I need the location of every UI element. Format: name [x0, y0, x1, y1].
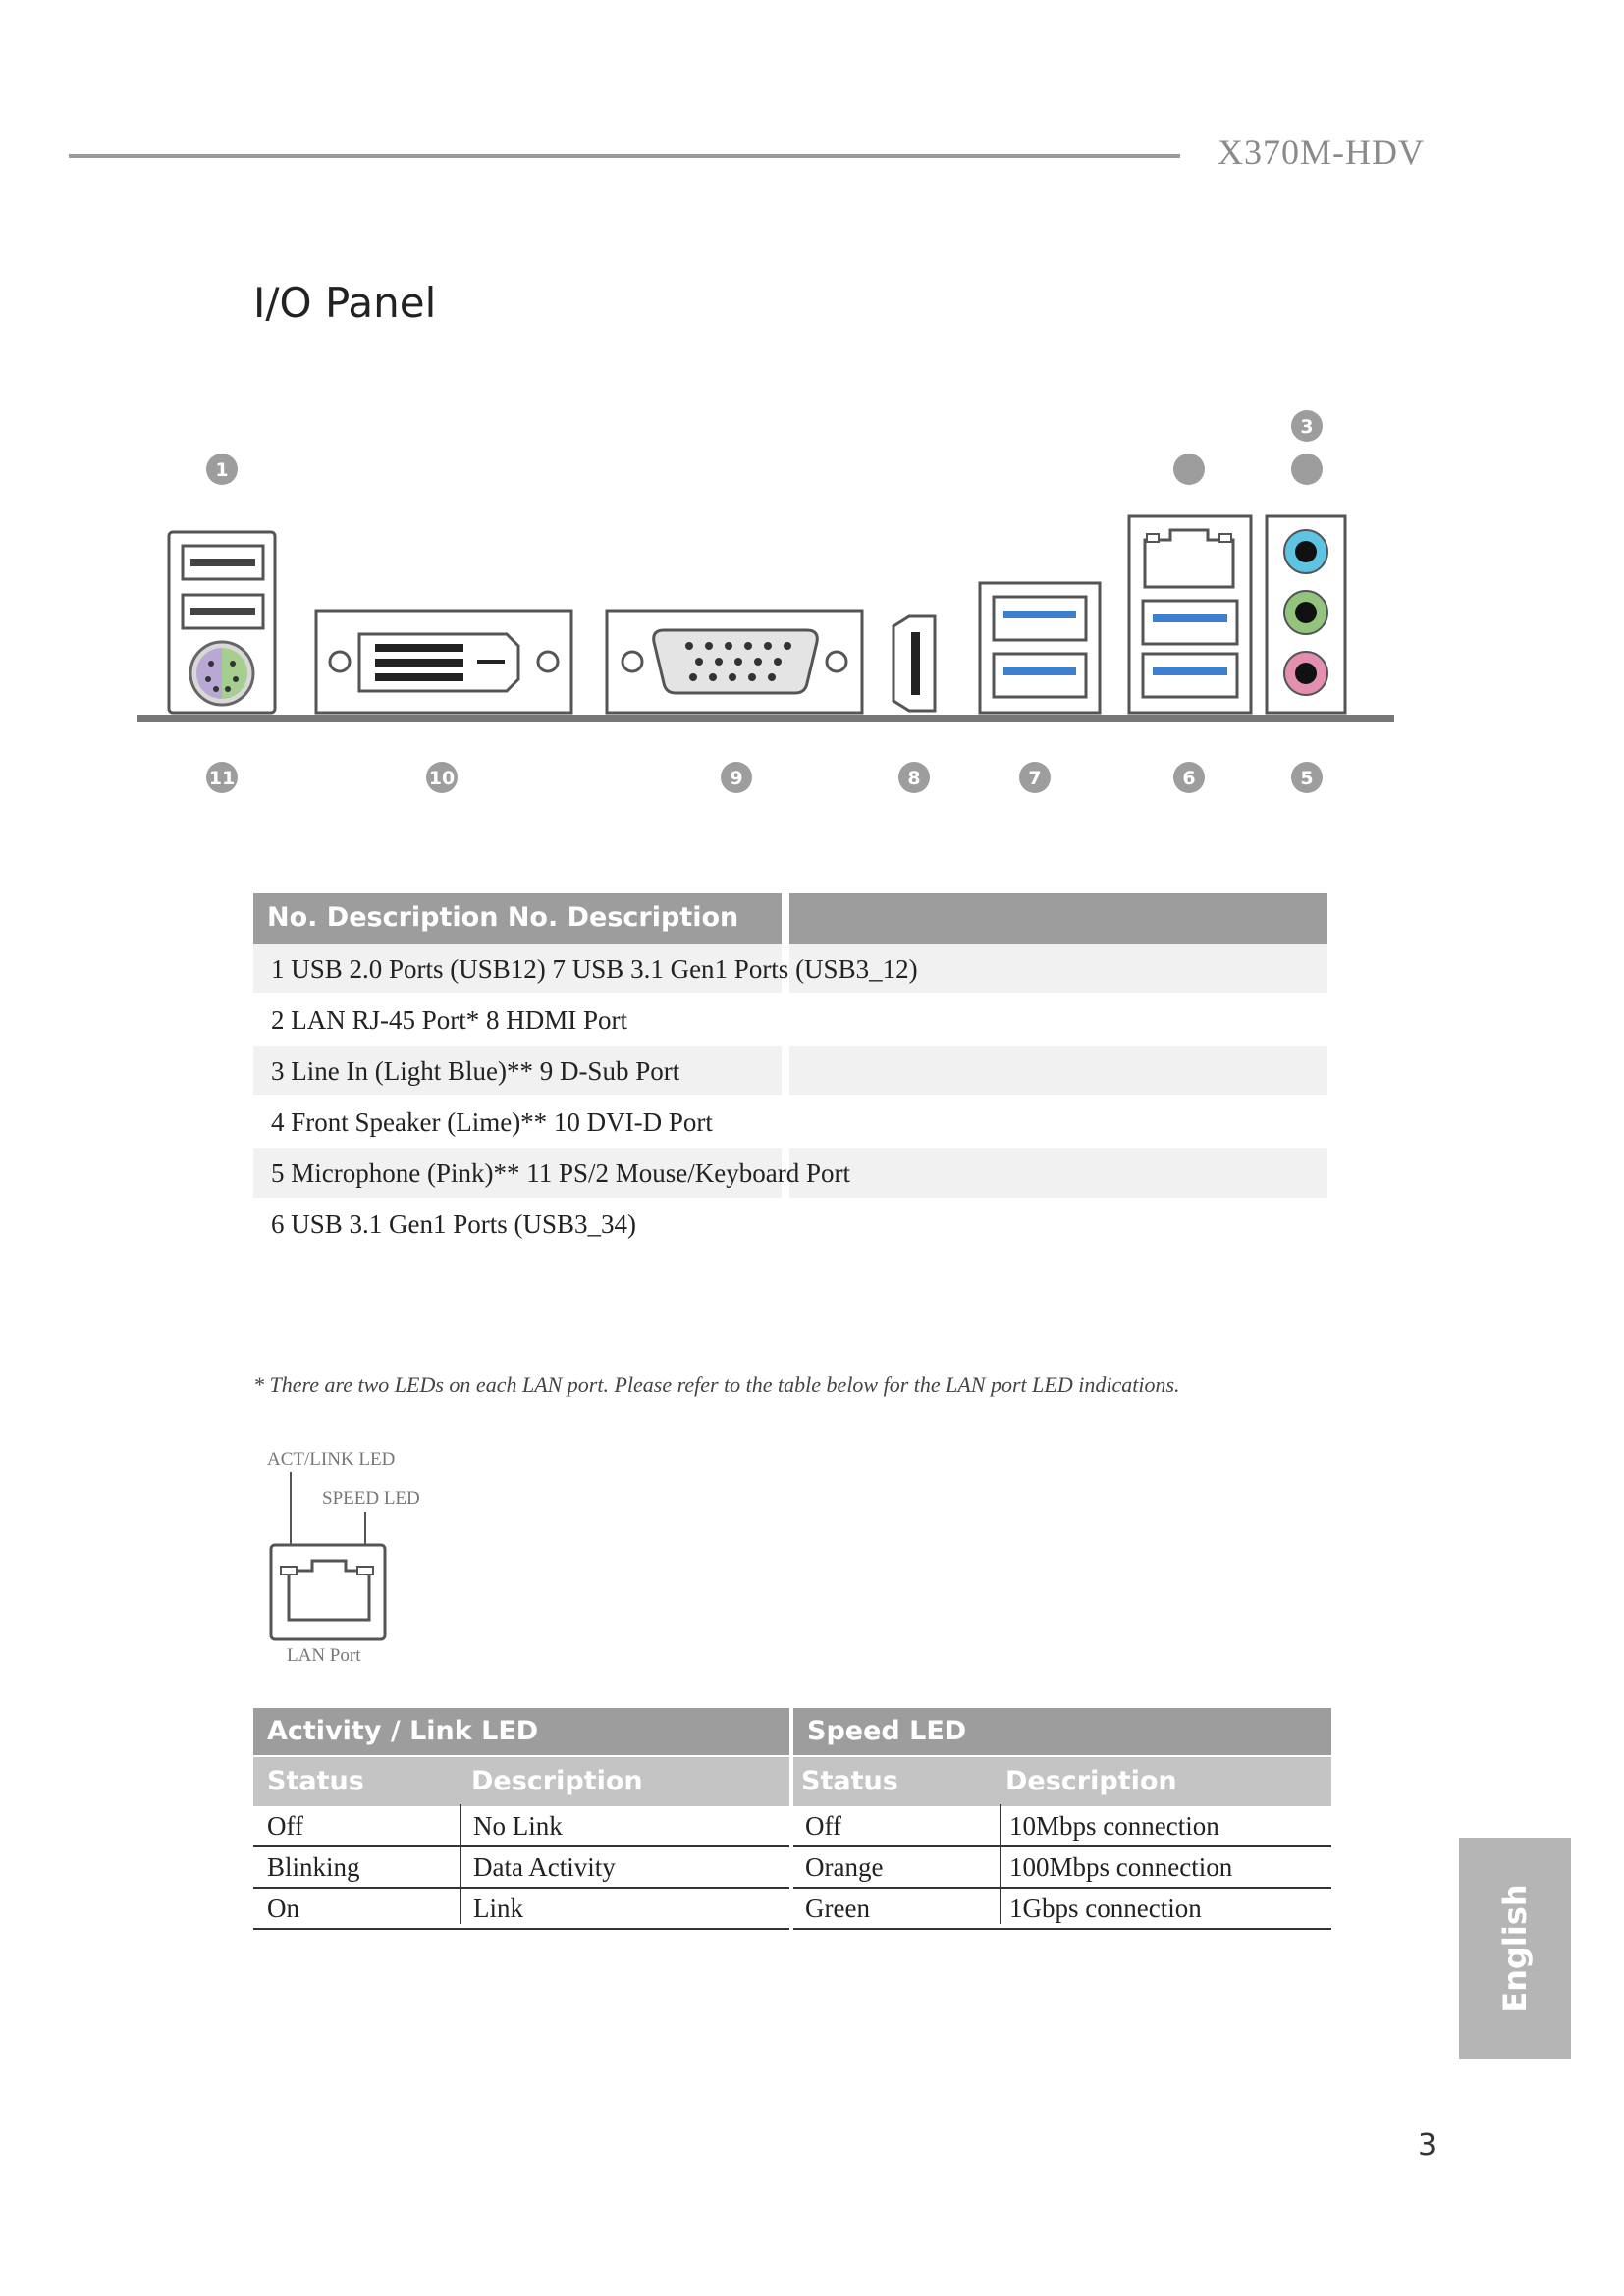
svg-text:10: 10	[428, 768, 456, 789]
callout-2	[1173, 454, 1205, 485]
io-panel-diagram	[128, 402, 1404, 815]
lan-led-diagram	[255, 1443, 452, 1669]
callout-3	[1291, 410, 1323, 442]
model-name: X370M-HDV	[1218, 133, 1425, 172]
callout-5	[1291, 762, 1323, 793]
svg-text:7: 7	[1028, 768, 1042, 789]
table-row: On Link	[253, 1889, 789, 1930]
table-row: 4 Front Speaker (Lime)** 10 DVI-D Port	[271, 1107, 713, 1137]
speed-led-label: SPEED LED	[322, 1488, 420, 1509]
table-row: 5 Microphone (Pink)** 11 PS/2 Mouse/Keyboard Port	[253, 1148, 1327, 1200]
svg-text:1: 1	[215, 459, 229, 481]
callout-8	[898, 762, 930, 793]
callout-9	[721, 762, 752, 793]
activity-table-title: Activity / Link LED	[253, 1708, 789, 1755]
svg-text:8: 8	[907, 768, 921, 789]
panel-baseline	[137, 715, 1394, 722]
io-description-table	[253, 893, 1327, 1251]
callout-11	[206, 762, 238, 793]
svg-text:11: 11	[208, 768, 236, 789]
dvi-d-port	[316, 611, 571, 713]
table-row: Green 1Gbps connection	[793, 1889, 1331, 1930]
column-divider	[460, 1804, 461, 1924]
section-title: I/O Panel	[253, 279, 437, 327]
table-row: 3 Line In (Light Blue)** 9 D-Sub Port	[253, 1046, 1327, 1097]
table-row: Off 10Mbps connection	[793, 1806, 1331, 1847]
speed-led-table	[793, 1708, 1331, 1930]
table-row: 2 LAN RJ-45 Port* 8 HDMI Port	[271, 1005, 628, 1035]
activity-table-subheader: Status Description	[253, 1757, 789, 1806]
lan-usb3-stack	[1129, 516, 1251, 713]
d-sub-port	[607, 611, 862, 713]
lan-led-note: * There are two LEDs on each LAN port. Please refer to the table below for the LAN port LED indications.	[253, 1372, 1180, 1397]
callout-4	[1291, 454, 1323, 485]
callout-10	[426, 762, 458, 793]
speed-table-subheader: Status Description	[793, 1757, 1331, 1806]
callout-7	[1019, 762, 1051, 793]
language-tab	[1459, 1838, 1571, 2059]
speed-table-title: Speed LED	[793, 1708, 1331, 1755]
column-divider	[1000, 1804, 1001, 1924]
svg-text:5: 5	[1300, 768, 1314, 789]
page-number: 3	[1418, 2128, 1437, 2163]
svg-text:6: 6	[1182, 768, 1196, 789]
lan-port-label: LAN Port	[287, 1645, 361, 1666]
table-row: 6 USB 3.1 Gen1 Ports (USB3_34)	[271, 1209, 637, 1239]
header-rule	[69, 154, 1180, 158]
act-link-led-label: ACT/LINK LED	[267, 1449, 396, 1469]
desc-table-header	[253, 893, 1327, 944]
table-row: Off No Link	[253, 1806, 789, 1847]
desc-header-text: No. Description No. Description	[267, 902, 739, 933]
table-row: Orange 100Mbps connection	[793, 1847, 1331, 1889]
callout-6	[1173, 762, 1205, 793]
hdmi-port	[893, 616, 935, 711]
language-tab-label: English	[1496, 1884, 1534, 2013]
table-row: 1 USB 2.0 Ports (USB12) 7 USB 3.1 Gen1 Ports (USB3_12)	[253, 944, 1327, 995]
svg-text:9: 9	[730, 768, 743, 789]
audio-jack-stack	[1267, 516, 1345, 713]
svg-text:3: 3	[1300, 416, 1314, 438]
table-row: Blinking Data Activity	[253, 1847, 789, 1889]
ps2-usb-stack	[169, 532, 275, 713]
usb3-ports-7	[980, 583, 1100, 713]
activity-link-led-table	[253, 1708, 789, 1930]
callout-1	[206, 454, 238, 485]
